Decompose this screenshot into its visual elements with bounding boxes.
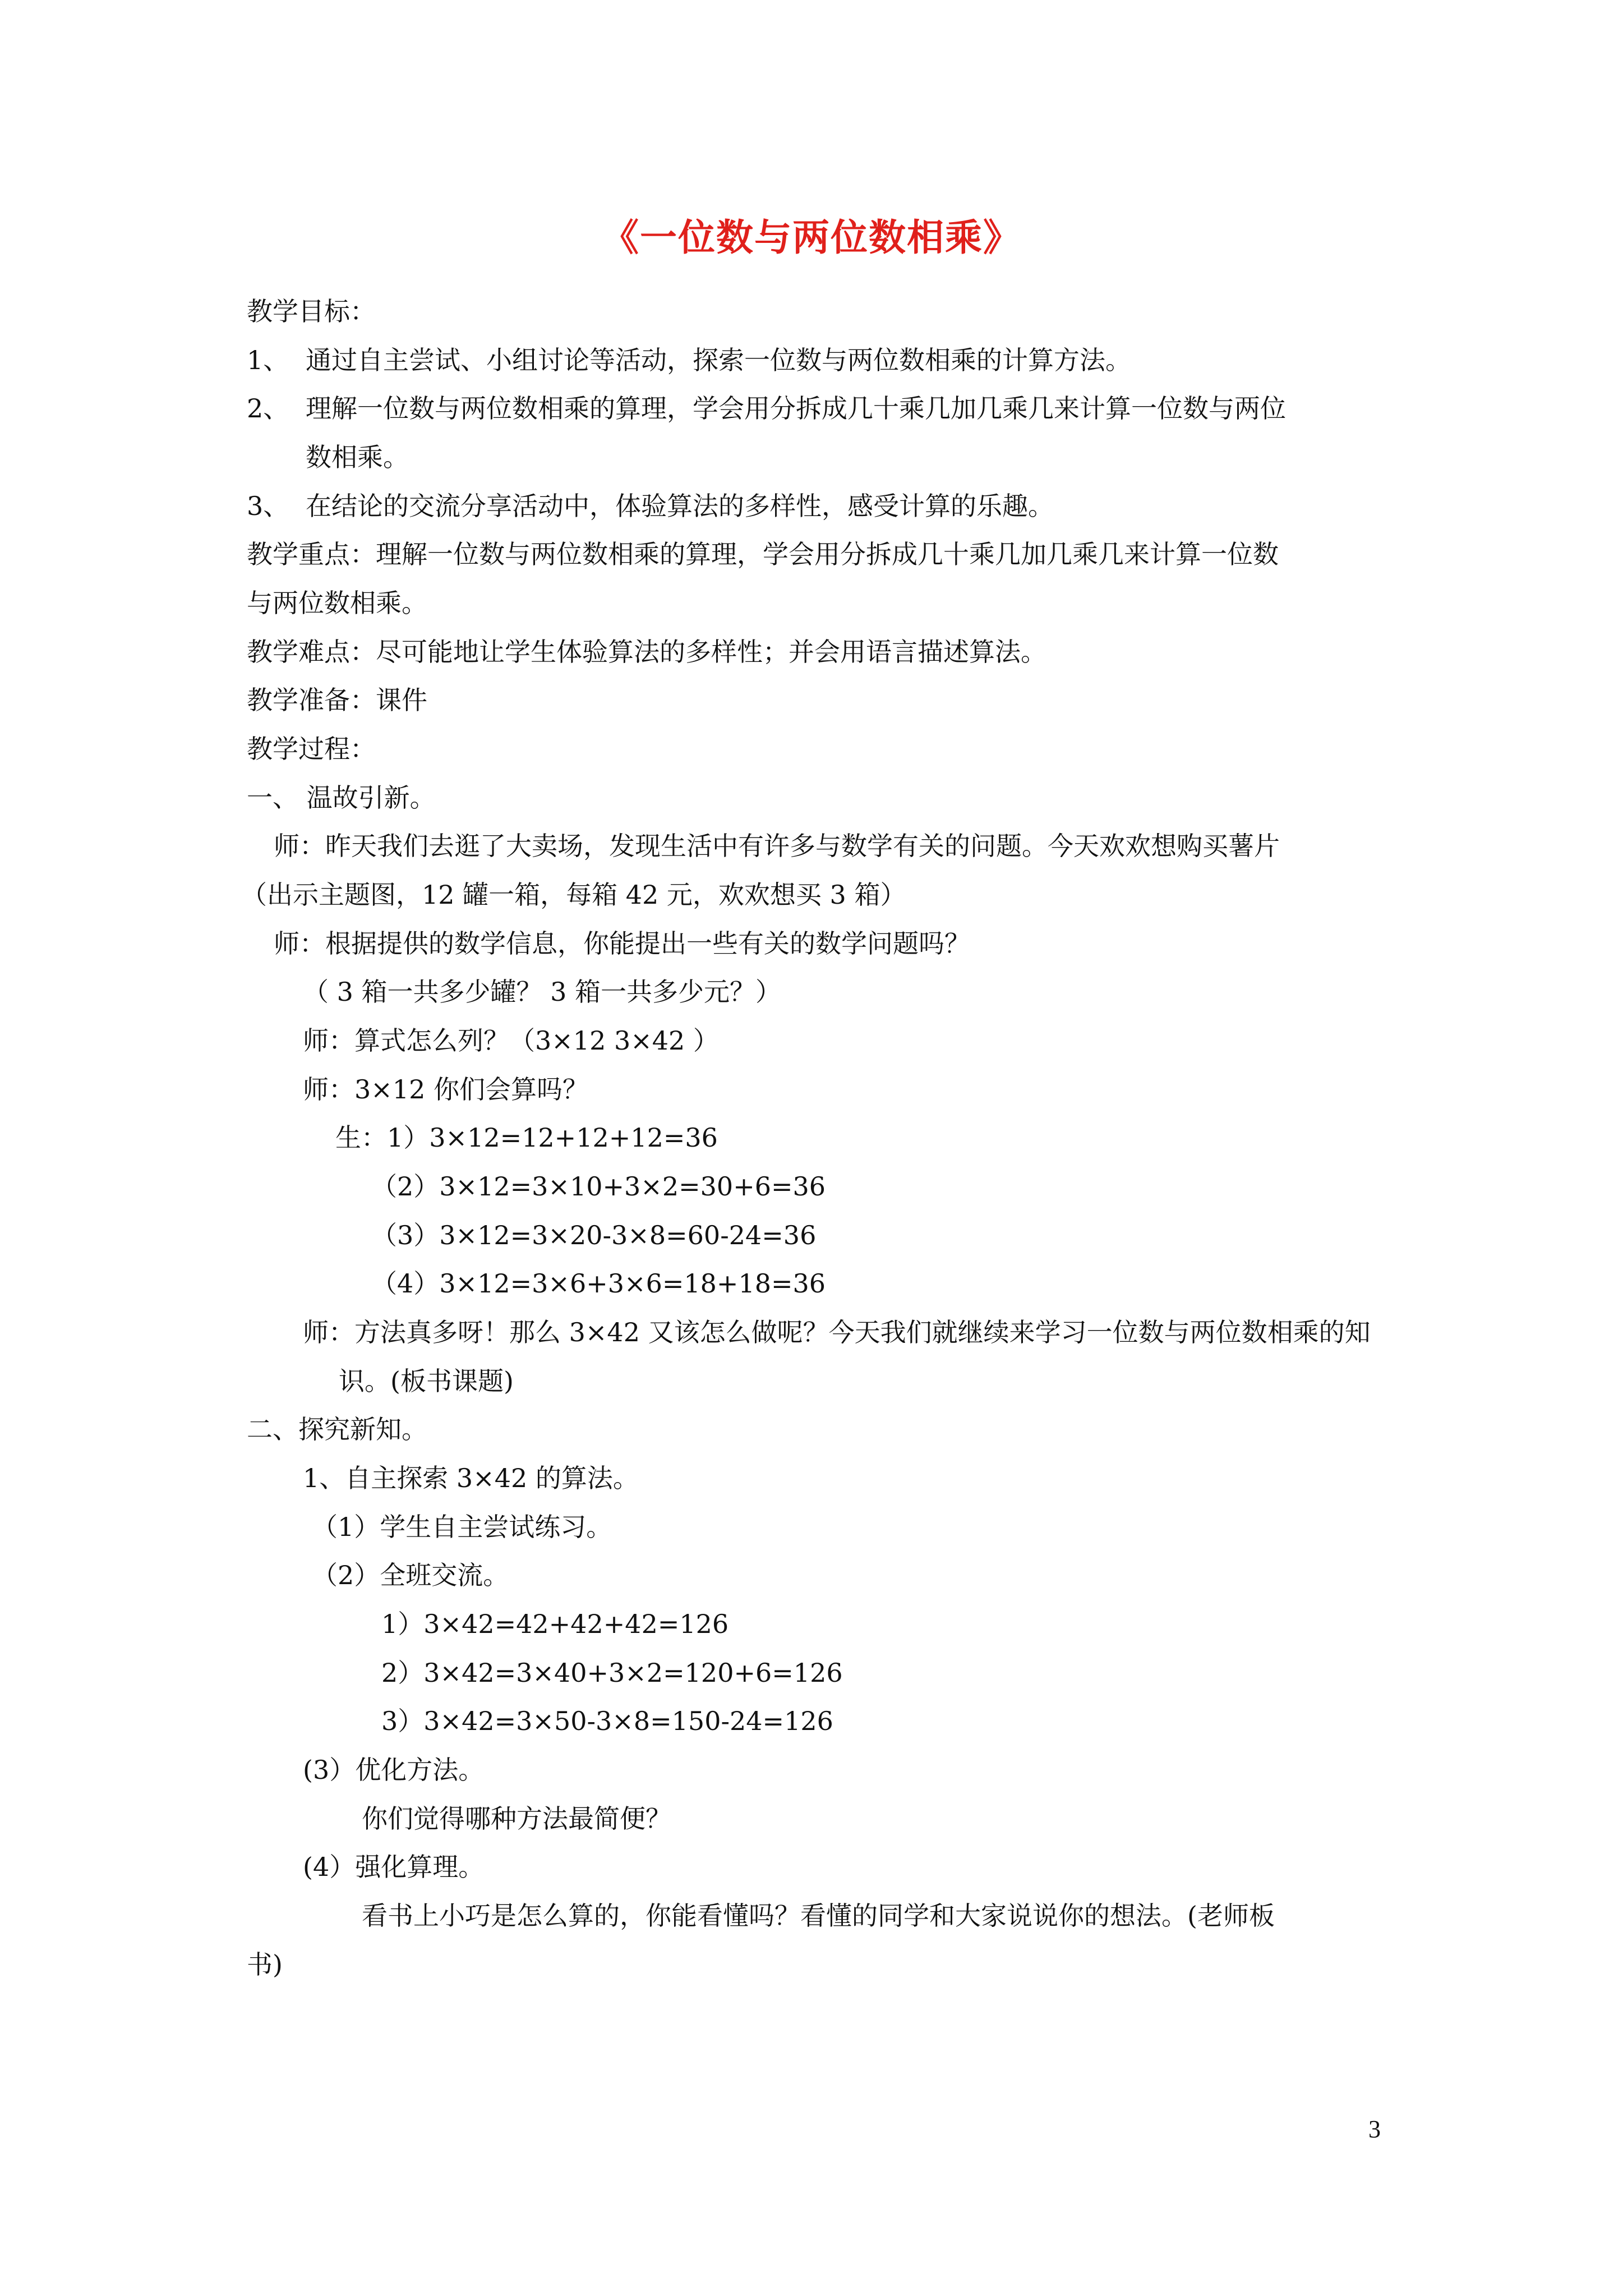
section-2-line-7: (3）优化方法。 — [303, 1755, 485, 1785]
key-point-line-2: 与两位数相乘。 — [247, 588, 427, 618]
section-2-line-3: （2）全班交流。 — [312, 1560, 509, 1590]
key-point-line-1: 教学重点：理解一位数与两位数相乘的算理，学会用分拆成几十乘几加几乘几来计算一位数 — [247, 539, 1279, 569]
page-number: 3 — [1368, 2115, 1381, 2143]
section-1-heading: 一、 温故引新。 — [247, 783, 436, 813]
goal-item-1 — [247, 343, 1131, 377]
section-2-line-1: 1、自主探索 3×42 的算法。 — [303, 1463, 639, 1493]
section-2-heading: 二、探究新知。 — [247, 1414, 427, 1444]
section-2-line-10: 看书上小巧是怎么算的，你能看懂吗？看懂的同学和大家说说你的想法。(老师板 — [362, 1901, 1275, 1931]
section-2-line-4: 1）3×42=42+42+42=126 — [381, 1609, 729, 1639]
goal-text: 在结论的交流分享活动中，体验算法的多样性，感受计算的乐趣。 — [306, 491, 1054, 521]
section-2-line-5: 2）3×42=3×40+3×2=120+6=126 — [381, 1658, 843, 1688]
goal-item-2-continued: 数相乘。 — [306, 442, 409, 472]
process-heading: 教学过程： — [247, 734, 376, 764]
goal-number: 3、 — [247, 491, 289, 521]
goal-item-2 — [247, 392, 1286, 425]
goals-heading: 教学目标： — [247, 296, 376, 326]
section-1-line-1: 师：昨天我们去逛了大卖场，发现生活中有许多与数学有关的问题。今天欢欢想购买薯片 — [274, 831, 1280, 861]
section-1-line-9: （3）3×12=3×20-3×8=60-24=36 — [371, 1220, 817, 1250]
section-2-line-8: 你们觉得哪种方法最简便？ — [362, 1803, 671, 1834]
goal-number: 1、 — [247, 345, 289, 375]
goal-number: 2、 — [247, 393, 289, 424]
document-title: 《一位数与两位数相乘》 — [602, 215, 1021, 259]
section-2-line-11: 书) — [247, 1949, 283, 1980]
preparation-line: 教学准备：课件 — [247, 685, 427, 715]
goal-text: 理解一位数与两位数相乘的算理，学会用分拆成几十乘几加几乘几来计算一位数与两位 — [306, 393, 1286, 424]
section-1-line-3: 师：根据提供的数学信息，你能提出一些有关的数学问题吗？ — [274, 928, 970, 959]
section-2-line-2: （1）学生自主尝试练习。 — [312, 1512, 612, 1542]
section-1-line-4: （ 3 箱一共多少罐？ 3 箱一共多少元？） — [303, 977, 782, 1007]
section-1-line-2: （出示主题图，12 罐一箱，每箱 42 元，欢欢想买 3 箱） — [241, 880, 906, 910]
goal-item-3 — [247, 489, 1054, 523]
section-1-line-12: 识。(板书课题) — [339, 1366, 514, 1396]
section-2-line-6: 3）3×42=3×50-3×8=150-24=126 — [381, 1706, 833, 1736]
section-1-line-7: 生：1）3×12=12+12+12=36 — [335, 1122, 718, 1153]
difficulty-line: 教学难点：尽可能地让学生体验算法的多样性；并会用语言描述算法。 — [247, 637, 1046, 667]
goal-text: 通过自主尝试、小组讨论等活动，探索一位数与两位数相乘的计算方法。 — [306, 345, 1131, 375]
section-2-line-9: (4）强化算理。 — [303, 1852, 485, 1882]
section-1-line-8: （2）3×12=3×10+3×2=30+6=36 — [371, 1171, 826, 1202]
section-1-line-10: （4）3×12=3×6+3×6=18+18=36 — [371, 1268, 826, 1299]
section-1-line-6: 师：3×12 你们会算吗？ — [303, 1074, 588, 1105]
section-1-line-5: 师：算式怎么列？（3×12 3×42 ） — [303, 1025, 719, 1056]
section-1-line-11: 师：方法真多呀！那么 3×42 又该怎么做呢？今天我们就继续来学习一位数与两位数相乘的知 — [303, 1317, 1371, 1347]
